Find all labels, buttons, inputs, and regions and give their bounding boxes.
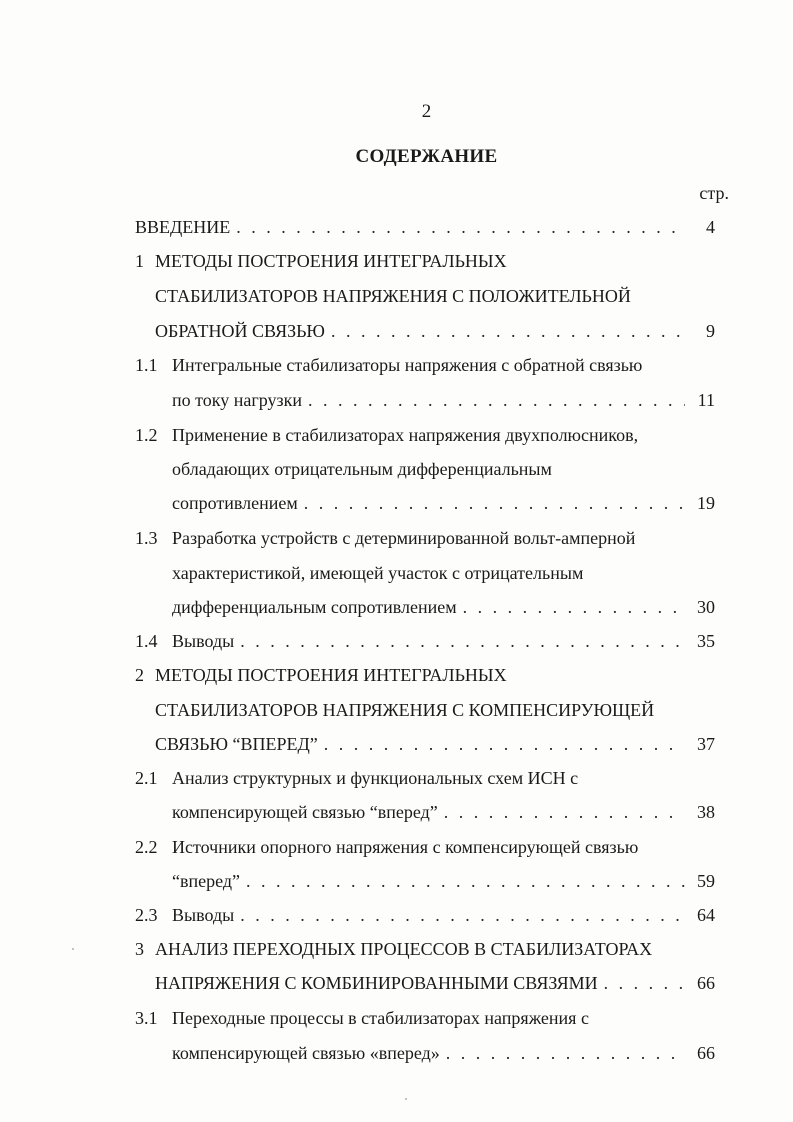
toc-entry-title: компенсирующей связью «вперед» bbox=[172, 1043, 440, 1063]
toc-entry-number: 1.1 bbox=[135, 355, 158, 375]
toc-page-number: 59 bbox=[697, 871, 715, 891]
toc-section-1-1-line-1[interactable] bbox=[135, 352, 715, 378]
toc-entry-number: 1.4 bbox=[135, 631, 158, 651]
page-title: СОДЕРЖАНИЕ bbox=[355, 146, 498, 167]
toc-chapter-3-line-1[interactable] bbox=[135, 936, 715, 962]
toc-chapter-1-line-2 bbox=[155, 283, 715, 309]
toc-page-number: 35 bbox=[697, 631, 715, 651]
toc-entry-title: Применение в стабилизаторах напряжения двухполюсников, bbox=[172, 425, 639, 445]
toc-section-1-2-line-3[interactable] bbox=[172, 490, 715, 516]
toc-entry-title: Выводы bbox=[172, 631, 235, 651]
toc-page-number: 30 bbox=[697, 597, 715, 617]
leader-dots bbox=[463, 594, 685, 620]
toc-entry-title: “вперед” bbox=[172, 871, 241, 891]
toc-section-2-1-line-2[interactable] bbox=[172, 799, 715, 825]
toc-page-number: 19 bbox=[697, 493, 715, 513]
toc-entry-number: 3 bbox=[135, 939, 144, 959]
toc-page-number: 66 bbox=[697, 973, 715, 993]
toc-page-number: 64 bbox=[697, 905, 715, 925]
toc-entry-title: характеристикой, имеющей участок с отрицательным bbox=[172, 563, 584, 583]
toc-entry-title: МЕТОДЫ ПОСТРОЕНИЯ ИНТЕГРАЛЬНЫХ bbox=[155, 251, 507, 271]
toc-entry-title: дифференциальным сопротивлением bbox=[172, 597, 457, 617]
toc-entry-number: 3.1 bbox=[135, 1008, 158, 1028]
toc-entry-title: СТАБИЛИЗАТОРОВ НАПРЯЖЕНИЯ С КОМПЕНСИРУЮЩЕЙ bbox=[155, 700, 655, 720]
toc-page-number: 9 bbox=[706, 321, 715, 341]
toc-section-1-3-line-2 bbox=[172, 560, 715, 586]
toc-entry-number: 1.2 bbox=[135, 425, 158, 445]
toc-entry-title: по току нагрузки bbox=[172, 390, 303, 410]
leader-dots bbox=[444, 799, 685, 825]
leader-dots bbox=[331, 318, 685, 344]
toc-entry-number: 1.3 bbox=[135, 528, 158, 548]
toc-page-number: 4 bbox=[706, 217, 715, 237]
toc-entry-number: 2.3 bbox=[135, 905, 158, 925]
toc-section-3-1-line-1[interactable] bbox=[135, 1005, 715, 1031]
toc-section-3-1-line-2[interactable] bbox=[172, 1040, 715, 1066]
toc-section-1-2-line-2 bbox=[172, 456, 715, 482]
toc-section-2-2-line-1[interactable] bbox=[135, 834, 715, 860]
toc-section-2-3[interactable] bbox=[135, 902, 715, 928]
toc-section-2-1-line-1[interactable] bbox=[135, 765, 715, 791]
toc-entry-title: НАПРЯЖЕНИЯ С КОМБИНИРОВАННЫМИ СВЯЗЯМИ bbox=[155, 973, 598, 993]
toc-entry-number: 2.1 bbox=[135, 768, 158, 788]
leader-dots bbox=[236, 214, 685, 240]
leader-dots bbox=[324, 731, 685, 757]
scan-speck bbox=[405, 1098, 407, 1100]
toc-chapter-3-line-2[interactable] bbox=[155, 970, 715, 996]
toc-entry-title: ОБРАТНОЙ СВЯЗЬЮ bbox=[155, 321, 325, 341]
toc-entry-title: СТАБИЛИЗАТОРОВ НАПРЯЖЕНИЯ С ПОЛОЖИТЕЛЬНОЙ bbox=[155, 286, 631, 306]
toc-entry-number: 1 bbox=[135, 251, 144, 271]
page-column-label: стр. bbox=[699, 183, 729, 203]
toc-entry-title: сопротивлением bbox=[172, 493, 298, 513]
toc-entry-number: 2.2 bbox=[135, 837, 158, 857]
toc-section-1-3-line-3[interactable] bbox=[172, 594, 715, 620]
toc-page-number: 38 bbox=[697, 802, 715, 822]
toc-page-number: 11 bbox=[697, 390, 715, 410]
toc-entry-title: ВВЕДЕНИЕ bbox=[135, 217, 231, 237]
toc-entry-title: Разработка устройств с детерминированной вольт-амперной bbox=[172, 528, 636, 548]
leader-dots bbox=[240, 628, 685, 654]
leader-dots bbox=[308, 387, 685, 413]
toc-chapter-2-line-3[interactable] bbox=[155, 731, 715, 757]
toc-entry-title: Интегральные стабилизаторы напряжения с обратной связью bbox=[172, 355, 643, 375]
toc-entry-number: 2 bbox=[135, 665, 144, 685]
toc-section-1-4[interactable] bbox=[135, 628, 715, 654]
toc-entry-title: Выводы bbox=[172, 905, 235, 925]
toc-entry-title: Источники опорного напряжения с компенсирующей связью bbox=[172, 837, 639, 857]
toc-entry-title: Переходные процессы в стабилизаторах напряжения с bbox=[172, 1008, 589, 1028]
toc-entry-intro[interactable] bbox=[135, 214, 715, 240]
page-number: 2 bbox=[421, 101, 432, 122]
toc-section-1-3-line-1[interactable] bbox=[135, 525, 715, 551]
scan-speck bbox=[72, 948, 74, 950]
toc-chapter-2-line-1[interactable] bbox=[135, 662, 715, 688]
leader-dots bbox=[240, 902, 685, 928]
toc-section-1-1-line-2[interactable] bbox=[172, 387, 715, 413]
toc-chapter-2-line-2 bbox=[155, 697, 715, 723]
toc-entry-title: МЕТОДЫ ПОСТРОЕНИЯ ИНТЕГРАЛЬНЫХ bbox=[155, 665, 507, 685]
leader-dots bbox=[604, 970, 685, 996]
leader-dots bbox=[446, 1040, 685, 1066]
leader-dots bbox=[304, 490, 685, 516]
toc-entry-title: компенсирующей связью “вперед” bbox=[172, 802, 438, 822]
toc-entry-title: АНАЛИЗ ПЕРЕХОДНЫХ ПРОЦЕССОВ В СТАБИЛИЗАТОРАХ bbox=[155, 939, 653, 959]
leader-dots bbox=[246, 868, 685, 894]
toc-section-1-2-line-1[interactable] bbox=[135, 422, 715, 448]
toc-section-2-2-line-2[interactable] bbox=[172, 868, 715, 894]
toc-page-number: 37 bbox=[697, 734, 715, 754]
toc-chapter-1-line-1[interactable] bbox=[135, 248, 715, 274]
toc-entry-title: обладающих отрицательным дифференциальным bbox=[172, 459, 552, 479]
toc-entry-title: СВЯЗЬЮ “ВПЕРЕД” bbox=[155, 734, 318, 754]
toc-entry-title: Анализ структурных и функциональных схем ИСН с bbox=[172, 768, 579, 788]
toc-chapter-1-line-3[interactable] bbox=[155, 318, 715, 344]
toc-page-number: 66 bbox=[697, 1043, 715, 1063]
